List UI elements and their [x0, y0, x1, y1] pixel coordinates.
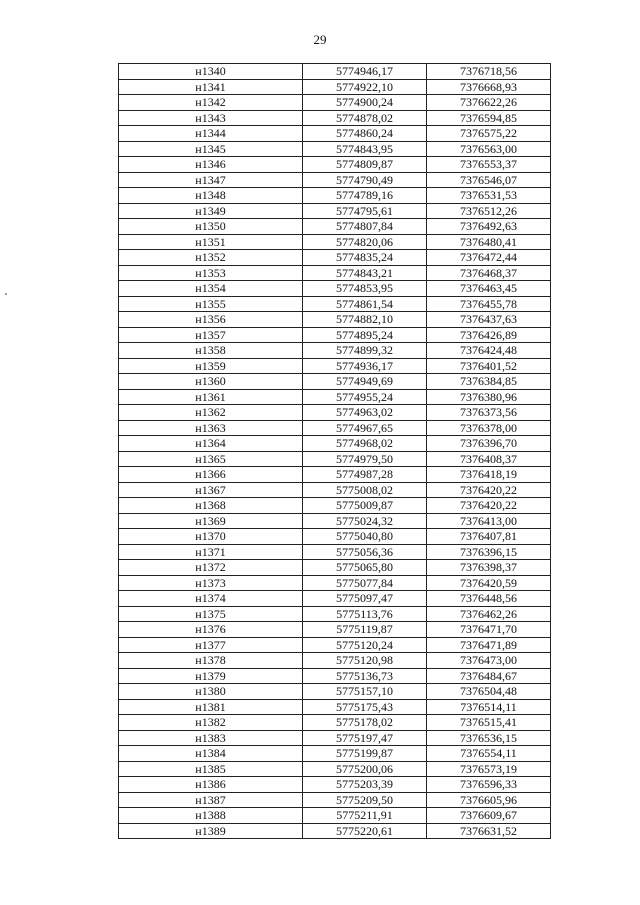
- y-coordinate-cell: 7376462,26: [427, 606, 551, 622]
- y-coordinate-cell: 7376575,22: [427, 126, 551, 142]
- table-row: [119, 343, 551, 359]
- table-row: [119, 808, 551, 824]
- y-coordinate-cell: 7376426,89: [427, 327, 551, 343]
- table-row: [119, 234, 551, 250]
- x-coordinate-cell: 5774795,61: [303, 203, 427, 219]
- y-coordinate-cell: 7376398,37: [427, 560, 551, 576]
- table-row: [119, 699, 551, 715]
- table-row: [119, 296, 551, 312]
- point-id-cell: н1357: [119, 327, 303, 343]
- table-row: [119, 265, 551, 281]
- point-id-cell: н1363: [119, 420, 303, 436]
- x-coordinate-cell: 5775157,10: [303, 684, 427, 700]
- y-coordinate-cell: 7376418,19: [427, 467, 551, 483]
- point-id-cell: н1387: [119, 792, 303, 808]
- x-coordinate-cell: 5775008,02: [303, 482, 427, 498]
- table-row: [119, 141, 551, 157]
- y-coordinate-cell: 7376622,26: [427, 95, 551, 111]
- x-coordinate-cell: 5774967,65: [303, 420, 427, 436]
- table-row: [119, 420, 551, 436]
- x-coordinate-cell: 5775119,87: [303, 622, 427, 638]
- x-coordinate-cell: 5775040,80: [303, 529, 427, 545]
- table-row: [119, 172, 551, 188]
- y-coordinate-cell: 7376413,00: [427, 513, 551, 529]
- x-coordinate-cell: 5774922,10: [303, 79, 427, 95]
- table-row: [119, 823, 551, 839]
- point-id-cell: н1351: [119, 234, 303, 250]
- x-coordinate-cell: 5774963,02: [303, 405, 427, 421]
- point-id-cell: н1373: [119, 575, 303, 591]
- table-row: [119, 622, 551, 638]
- y-coordinate-cell: 7376437,63: [427, 312, 551, 328]
- table-row: [119, 746, 551, 762]
- y-coordinate-cell: 7376407,81: [427, 529, 551, 545]
- x-coordinate-cell: 5775097,47: [303, 591, 427, 607]
- y-coordinate-cell: 7376594,85: [427, 110, 551, 126]
- y-coordinate-cell: 7376536,15: [427, 730, 551, 746]
- table-row: [119, 250, 551, 266]
- table-row: [119, 777, 551, 793]
- x-coordinate-cell: 5775175,43: [303, 699, 427, 715]
- y-coordinate-cell: 7376546,07: [427, 172, 551, 188]
- x-coordinate-cell: 5774843,95: [303, 141, 427, 157]
- y-coordinate-cell: 7376596,33: [427, 777, 551, 793]
- coordinates-table-body: [119, 64, 551, 839]
- x-coordinate-cell: 5775209,50: [303, 792, 427, 808]
- x-coordinate-cell: 5775220,61: [303, 823, 427, 839]
- point-id-cell: н1353: [119, 265, 303, 281]
- x-coordinate-cell: 5775113,76: [303, 606, 427, 622]
- y-coordinate-cell: 7376718,56: [427, 64, 551, 80]
- x-coordinate-cell: 5774809,87: [303, 157, 427, 173]
- table-row: [119, 64, 551, 80]
- table-row: [119, 684, 551, 700]
- x-coordinate-cell: 5774861,54: [303, 296, 427, 312]
- x-coordinate-cell: 5775211,91: [303, 808, 427, 824]
- table-row: [119, 544, 551, 560]
- y-coordinate-cell: 7376420,22: [427, 482, 551, 498]
- x-coordinate-cell: 5775200,06: [303, 761, 427, 777]
- table-row: [119, 405, 551, 421]
- x-coordinate-cell: 5774835,24: [303, 250, 427, 266]
- page-number: 29: [313, 32, 327, 47]
- point-id-cell: н1370: [119, 529, 303, 545]
- table-row: [119, 312, 551, 328]
- x-coordinate-cell: 5774878,02: [303, 110, 427, 126]
- table-row: [119, 327, 551, 343]
- table-row: [119, 498, 551, 514]
- table-row: [119, 436, 551, 452]
- y-coordinate-cell: 7376531,53: [427, 188, 551, 204]
- table-row: [119, 560, 551, 576]
- x-coordinate-cell: 5775199,87: [303, 746, 427, 762]
- x-coordinate-cell: 5775120,98: [303, 653, 427, 669]
- point-id-cell: н1366: [119, 467, 303, 483]
- table-row: [119, 358, 551, 374]
- y-coordinate-cell: 7376455,78: [427, 296, 551, 312]
- x-coordinate-cell: 5774949,69: [303, 374, 427, 390]
- point-id-cell: н1383: [119, 730, 303, 746]
- table-row: [119, 219, 551, 235]
- table-row: [119, 637, 551, 653]
- table-row: [119, 529, 551, 545]
- point-id-cell: н1348: [119, 188, 303, 204]
- point-id-cell: н1342: [119, 95, 303, 111]
- x-coordinate-cell: 5774987,28: [303, 467, 427, 483]
- x-coordinate-cell: 5774790,49: [303, 172, 427, 188]
- x-coordinate-cell: 5774899,32: [303, 343, 427, 359]
- y-coordinate-cell: 7376468,37: [427, 265, 551, 281]
- table-row: [119, 95, 551, 111]
- x-coordinate-cell: 5775120,24: [303, 637, 427, 653]
- point-id-cell: н1345: [119, 141, 303, 157]
- y-coordinate-cell: 7376473,00: [427, 653, 551, 669]
- point-id-cell: н1346: [119, 157, 303, 173]
- point-id-cell: н1362: [119, 405, 303, 421]
- table-row: [119, 374, 551, 390]
- table-row: [119, 482, 551, 498]
- table-row: [119, 188, 551, 204]
- y-coordinate-cell: 7376484,67: [427, 668, 551, 684]
- point-id-cell: н1388: [119, 808, 303, 824]
- table-row: [119, 203, 551, 219]
- point-id-cell: н1372: [119, 560, 303, 576]
- y-coordinate-cell: 7376553,37: [427, 157, 551, 173]
- table-row: [119, 157, 551, 173]
- table-row: [119, 730, 551, 746]
- point-id-cell: н1389: [119, 823, 303, 839]
- table-row: [119, 126, 551, 142]
- x-coordinate-cell: 5774979,50: [303, 451, 427, 467]
- point-id-cell: н1360: [119, 374, 303, 390]
- table-row: [119, 715, 551, 731]
- table-row: [119, 668, 551, 684]
- point-id-cell: н1379: [119, 668, 303, 684]
- x-coordinate-cell: 5774968,02: [303, 436, 427, 452]
- table-row: [119, 110, 551, 126]
- point-id-cell: н1355: [119, 296, 303, 312]
- y-coordinate-cell: 7376563,00: [427, 141, 551, 157]
- table-row: [119, 591, 551, 607]
- point-id-cell: н1341: [119, 79, 303, 95]
- x-coordinate-cell: 5775077,84: [303, 575, 427, 591]
- x-coordinate-cell: 5774860,24: [303, 126, 427, 142]
- point-id-cell: н1344: [119, 126, 303, 142]
- x-coordinate-cell: 5774820,06: [303, 234, 427, 250]
- table-row: [119, 513, 551, 529]
- y-coordinate-cell: 7376504,48: [427, 684, 551, 700]
- x-coordinate-cell: 5774946,17: [303, 64, 427, 80]
- y-coordinate-cell: 7376401,52: [427, 358, 551, 374]
- point-id-cell: н1347: [119, 172, 303, 188]
- point-id-cell: н1371: [119, 544, 303, 560]
- y-coordinate-cell: 7376480,41: [427, 234, 551, 250]
- x-coordinate-cell: 5774843,21: [303, 265, 427, 281]
- table-row: [119, 761, 551, 777]
- point-id-cell: н1381: [119, 699, 303, 715]
- y-coordinate-cell: 7376492,63: [427, 219, 551, 235]
- y-coordinate-cell: 7376609,67: [427, 808, 551, 824]
- point-id-cell: н1356: [119, 312, 303, 328]
- point-id-cell: н1376: [119, 622, 303, 638]
- y-coordinate-cell: 7376378,00: [427, 420, 551, 436]
- y-coordinate-cell: 7376420,59: [427, 575, 551, 591]
- x-coordinate-cell: 5774936,17: [303, 358, 427, 374]
- y-coordinate-cell: 7376554,11: [427, 746, 551, 762]
- y-coordinate-cell: 7376380,96: [427, 389, 551, 405]
- point-id-cell: н1365: [119, 451, 303, 467]
- x-coordinate-cell: 5775009,87: [303, 498, 427, 514]
- y-coordinate-cell: 7376396,70: [427, 436, 551, 452]
- point-id-cell: н1352: [119, 250, 303, 266]
- table-row: [119, 575, 551, 591]
- x-coordinate-cell: 5774853,95: [303, 281, 427, 297]
- table-row: [119, 451, 551, 467]
- x-coordinate-cell: 5775136,73: [303, 668, 427, 684]
- y-coordinate-cell: 7376408,37: [427, 451, 551, 467]
- point-id-cell: н1369: [119, 513, 303, 529]
- y-coordinate-cell: 7376396,15: [427, 544, 551, 560]
- point-id-cell: н1386: [119, 777, 303, 793]
- y-coordinate-cell: 7376471,89: [427, 637, 551, 653]
- y-coordinate-cell: 7376573,19: [427, 761, 551, 777]
- x-coordinate-cell: 5775056,36: [303, 544, 427, 560]
- point-id-cell: н1350: [119, 219, 303, 235]
- y-coordinate-cell: 7376605,96: [427, 792, 551, 808]
- point-id-cell: н1382: [119, 715, 303, 731]
- x-coordinate-cell: 5774789,16: [303, 188, 427, 204]
- y-coordinate-cell: 7376463,45: [427, 281, 551, 297]
- point-id-cell: н1380: [119, 684, 303, 700]
- point-id-cell: н1358: [119, 343, 303, 359]
- point-id-cell: н1340: [119, 64, 303, 80]
- x-coordinate-cell: 5774955,24: [303, 389, 427, 405]
- x-coordinate-cell: 5775203,39: [303, 777, 427, 793]
- x-coordinate-cell: 5774882,10: [303, 312, 427, 328]
- table-row: [119, 389, 551, 405]
- y-coordinate-cell: 7376448,56: [427, 591, 551, 607]
- x-coordinate-cell: 5775024,32: [303, 513, 427, 529]
- y-coordinate-cell: 7376471,70: [427, 622, 551, 638]
- y-coordinate-cell: 7376514,11: [427, 699, 551, 715]
- y-coordinate-cell: 7376515,41: [427, 715, 551, 731]
- x-coordinate-cell: 5774900,24: [303, 95, 427, 111]
- y-coordinate-cell: 7376424,48: [427, 343, 551, 359]
- y-coordinate-cell: 7376631,52: [427, 823, 551, 839]
- point-id-cell: н1385: [119, 761, 303, 777]
- point-id-cell: н1343: [119, 110, 303, 126]
- point-id-cell: н1364: [119, 436, 303, 452]
- scan-speck: [5, 293, 7, 295]
- y-coordinate-cell: 7376668,93: [427, 79, 551, 95]
- table-row: [119, 467, 551, 483]
- x-coordinate-cell: 5774807,84: [303, 219, 427, 235]
- coordinates-table: [118, 63, 551, 839]
- y-coordinate-cell: 7376512,26: [427, 203, 551, 219]
- point-id-cell: н1361: [119, 389, 303, 405]
- point-id-cell: н1374: [119, 591, 303, 607]
- table-row: [119, 653, 551, 669]
- point-id-cell: н1368: [119, 498, 303, 514]
- y-coordinate-cell: 7376472,44: [427, 250, 551, 266]
- x-coordinate-cell: 5775197,47: [303, 730, 427, 746]
- y-coordinate-cell: 7376384,85: [427, 374, 551, 390]
- table-row: [119, 792, 551, 808]
- point-id-cell: н1359: [119, 358, 303, 374]
- y-coordinate-cell: 7376373,56: [427, 405, 551, 421]
- point-id-cell: н1349: [119, 203, 303, 219]
- point-id-cell: н1384: [119, 746, 303, 762]
- x-coordinate-cell: 5775065,80: [303, 560, 427, 576]
- x-coordinate-cell: 5775178,02: [303, 715, 427, 731]
- point-id-cell: н1375: [119, 606, 303, 622]
- point-id-cell: н1377: [119, 637, 303, 653]
- point-id-cell: н1378: [119, 653, 303, 669]
- x-coordinate-cell: 5774895,24: [303, 327, 427, 343]
- table-row: [119, 606, 551, 622]
- y-coordinate-cell: 7376420,22: [427, 498, 551, 514]
- point-id-cell: н1354: [119, 281, 303, 297]
- point-id-cell: н1367: [119, 482, 303, 498]
- table-row: [119, 281, 551, 297]
- table-row: [119, 79, 551, 95]
